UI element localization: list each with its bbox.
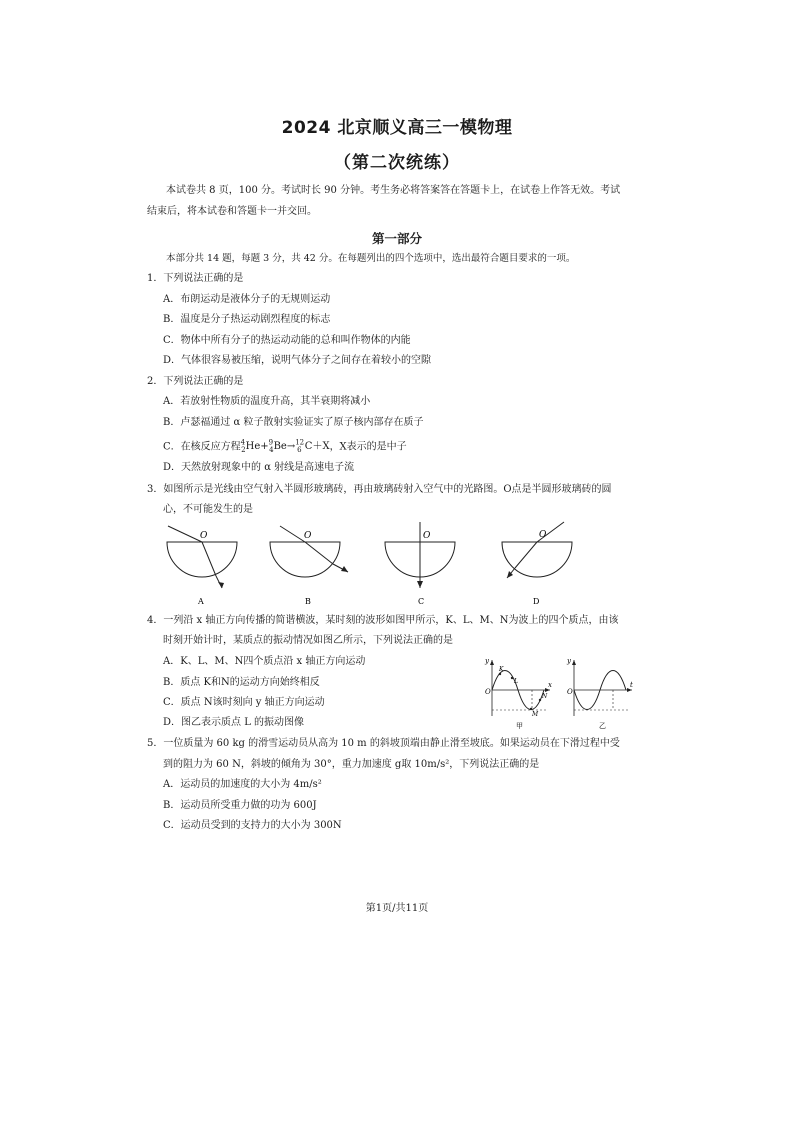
part-heading: 第一部分 — [371, 231, 422, 246]
q5-option-c: C．运动员受到的支持力的大小为 300N — [163, 820, 342, 831]
q4-jia-x-label: x — [548, 681, 552, 689]
q2-option-b: B．卢瑟福通过 α 粒子散射实验证实了原子核内部存在质子 — [163, 417, 424, 428]
q3-figure-c — [385, 522, 455, 606]
q1-option-c: C．物体中所有分子的热运动动能的总和叫作物体的内能 — [163, 335, 411, 346]
q1-option-a: A．布朗运动是液体分子的无规则运动 — [163, 294, 331, 305]
q5-stem-line-1: 5．一位质量为 60 kg 的滑雪运动员从高为 10 m 的斜坡顶端由静止滑至坡底。如果运动员在下滑过程中受 — [147, 738, 620, 749]
q2-option-d: D．天然放射现象中的 α 射线是高速电子流 — [163, 462, 355, 473]
q4-option-d: D．图乙表示质点 L 的振动图像 — [163, 717, 305, 728]
q3-a-label: A — [198, 597, 204, 606]
q4-yi-t-label: t — [630, 681, 633, 689]
q3-figure-b — [270, 526, 348, 606]
q5-option-a: A．运动员的加速度的大小为 4m/s² — [163, 779, 322, 790]
q1-option-d: D．气体很容易被压缩，说明气体分子之间存在着较小的空隙 — [163, 355, 432, 366]
q5-stem-line-2: 到的阻力为 60 N，斜坡的倾角为 30°，重力加速度 g取 10m/s²，下列说法正确的是 — [163, 759, 540, 770]
page-subtitle: （第二次统练） — [334, 153, 460, 173]
q4-point-l: L — [514, 678, 518, 685]
q2-stem: 2．下列说法正确的是 — [147, 376, 244, 387]
part-instructions: 本部分共 14 题，每题 3 分，共 42 分。在每题列出的四个选项中，选出最符合题目要求的一项。 — [166, 253, 576, 264]
q3-light-path-figures — [150, 520, 590, 610]
q4-jia-origin: O — [485, 688, 491, 696]
q3-c-label: C — [418, 597, 425, 606]
q2-option-c — [163, 437, 407, 457]
q4-jia-y-label: y — [485, 657, 489, 665]
q3-d-label: D — [533, 597, 540, 606]
page-footer: 第1页/共11页 — [365, 903, 429, 914]
q3-d-center-label: O — [539, 530, 547, 540]
intro-line-1: 本试卷共 8 页，100 分。考试时长 90 分钟。考生务必将答案答在答题卡上，在试卷上作答无效。考试 — [166, 185, 621, 196]
q4-yi-caption: 乙 — [599, 722, 606, 730]
q3-figure-d — [502, 522, 572, 606]
q4-stem-line-2: 时刻开始计时，某质点的振动情况如图乙所示，下列说法正确的是 — [163, 635, 453, 646]
nuclear-equation: $^4_2$He+$^9_4$Be→$^{12}_6$ C＋X — [240, 439, 330, 455]
q4-stem-line-1: 4．一列沿 x 轴正方向传播的简谐横波，某时刻的波形如图甲所示，K、L、M、N为波上的四个质点，由该 — [147, 615, 619, 626]
q3-stem-line-1: 3．如图所示是光线由空气射入半圆形玻璃砖，再由玻璃砖射入空气中的光路图。O点是半圆形玻璃砖的圆 — [147, 484, 612, 495]
q1-stem: 1．下列说法正确的是 — [147, 273, 244, 284]
intro-line-2: 结束后，将本试卷和答题卡一并交回。 — [147, 206, 317, 217]
q4-yi-y-label: y — [567, 657, 571, 665]
q4-option-c: C．质点 N该时刻向 y 轴正方向运动 — [163, 697, 325, 708]
q2-option-c-suffix: ，X表示的是中子 — [329, 441, 407, 453]
q1-option-b: B．温度是分子热运动剧烈程度的标志 — [163, 314, 331, 325]
q4-point-m: M — [532, 711, 539, 718]
q2-option-a: A．若放射性物质的温度升高，其半衰期将减小 — [163, 396, 371, 407]
q4-figure-yi — [566, 657, 633, 730]
q3-b-center-label: O — [304, 531, 312, 541]
q3-c-center-label: O — [423, 531, 431, 541]
q3-a-center-label: O — [200, 531, 208, 541]
q3-b-label: B — [305, 597, 311, 606]
q2-option-c-prefix: C．在核反应方程 — [163, 441, 241, 453]
q4-point-k: K — [499, 666, 504, 673]
page-title: 2024 北京顺义高三一模物理 — [281, 118, 513, 138]
q4-option-a: A．K、L、M、N四个质点沿 x 轴正方向运动 — [163, 656, 366, 667]
q4-point-n: N — [542, 693, 548, 700]
q3-figure-a — [167, 526, 237, 606]
q4-jia-caption: 甲 — [516, 722, 523, 730]
q5-option-b: B．运动员所受重力做的功为 600J — [163, 800, 317, 811]
q4-figure-jia — [484, 657, 552, 730]
q4-wave-figures — [482, 654, 637, 730]
q3-stem-line-2: 心，不可能发生的是 — [163, 504, 253, 515]
q4-yi-origin: O — [567, 688, 573, 696]
q4-option-b: B．质点 K和N的运动方向始终相反 — [163, 677, 320, 688]
